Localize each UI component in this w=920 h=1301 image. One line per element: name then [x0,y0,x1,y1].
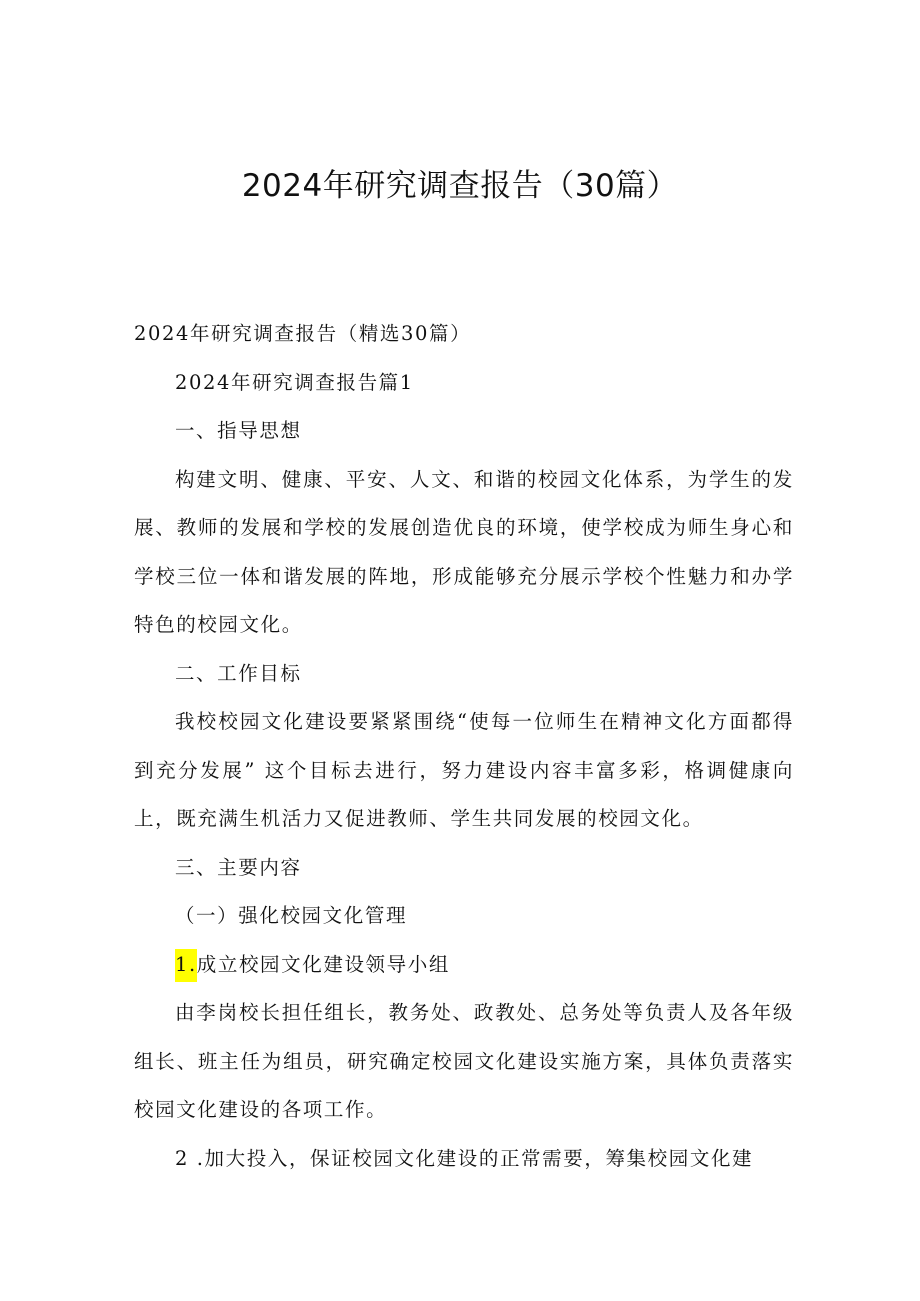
list-item-1-text: 由李岗校长担任组长，教务处、政教处、总务处等负责人及各年级组长、班主任为组员，研究确定校园文化建设实施方案，具体负责落实校园文化建设的各项工作。 [134,1001,794,1121]
article-heading: 2024年研究调查报告篇1 [174,370,414,394]
list-item-1-title: 成立校园文化建设领导小组 [196,952,450,976]
document-subtitle: 2024年研究调查报告（精选30篇） [134,322,472,345]
list-item-1-heading [134,941,794,990]
subsection-heading-culture-management: （一）强化校园文化管理 [174,904,408,927]
section-heading-main-content: 三、主要内容 [174,855,302,879]
section-text-work-goals: 我校校园文化建设要紧紧围绕“使每一位师生在精神文化方面都得到充分发展” 这个目标去进行，努力建设内容丰富多彩，格调健康向上，既充满生机活力又促进教师、学生共同发展的校园文化。 [134,710,794,830]
document-body [134,310,794,1183]
list-item-2-text: 2 .加大投入，保证校园文化建设的正常需要，筹集校园文化建 [174,1146,754,1170]
list-item-1-number: 1. [175,949,197,982]
document-title: 2024年研究调查报告（30篇） [241,168,679,204]
section-heading-guiding-ideology: 一、指导思想 [174,419,302,442]
section-text-guiding-ideology: 构建文明、健康、平安、人文、和谐的校园文化体系，为学生的发展、教师的发展和学校的发展创造优良的环境，使学校成为师生身心和学校三位一体和谐发展的阵地，形成能够充分展示学校个性魅力和办学特色的校园文化。 [134,467,794,636]
section-heading-work-goals: 二、工作目标 [174,661,302,685]
